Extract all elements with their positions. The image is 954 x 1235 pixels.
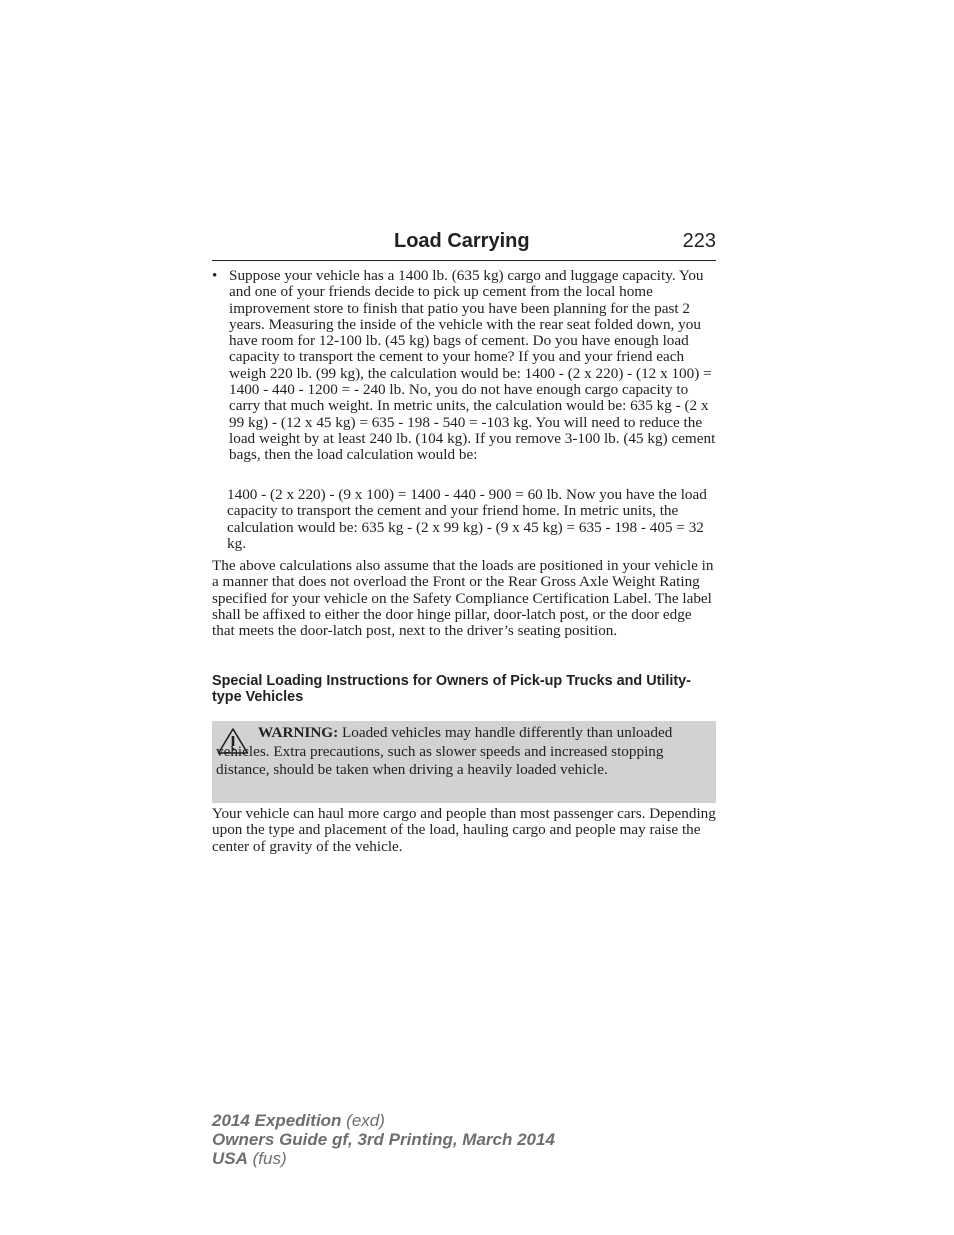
hauling-paragraph: Your vehicle can haul more cargo and people than most passenger cars. Depending upon the type and placement of the load, hauling cargo and people may raise the center of gravity of the vehicle. [212, 805, 716, 855]
page-header [212, 230, 716, 261]
section-title: Load Carrying [394, 230, 530, 252]
footer-line-3 [212, 1149, 555, 1168]
footer-model: 2014 Expedition [212, 1111, 342, 1130]
warning-box [212, 721, 716, 803]
section-subheading: Special Loading Instructions for Owners of Pick-up Trucks and Utility-type Vehicles [212, 673, 691, 705]
page-number: 223 [682, 230, 716, 252]
warning-label: WARNING: [258, 724, 339, 741]
bullet-text: Suppose your vehicle has a 1400 lb. (635 kg) cargo and luggage capacity. You and one of your friends decide to pick up cement from the local home improvement store to finish that patio you have been planning for the past 2 years. Measuring the inside of the vehicle with the rear seat folded down, you have room for 12-100 lb. (45 kg) bags of cement. Do you have enough load capacity to transport the cement to your home? If you and your friend each weigh 220 lb. (99 kg), the calculation would be: 1400 - (2 x 220) - (12 x 100) = 1400 - 440 - 1200 = - 240 lb. No, you do not have enough cargo capacity to carry that much weight. In metric units, the calculation would be: 635 kg - (2 x 99 kg) - (12 x 45 kg) = 635 - 198 - 540 = -103 kg. You will need to reduce the load weight by at least 240 lb. (104 kg). If you remove 3-100 lb. (45 kg) cement bags, then the load calculation would be: [229, 267, 716, 464]
page-footer [212, 1111, 555, 1168]
footer-market-code: (fus) [252, 1149, 287, 1168]
footer-model-code: (exd) [346, 1111, 385, 1130]
bullet-continuation: 1400 - (2 x 220) - (9 x 100) = 1400 - 440 - 900 = 60 lb. Now you have the load capacity to transport the cement and your friend home. In metric units, the calculation would be: 635 kg - (2 x 99 kg) - (9 x 45 kg) = 635 - 198 - 405 = 32 kg. [227, 486, 707, 552]
footer-line-2: Owners Guide gf, 3rd Printing, March 2014 [212, 1130, 555, 1149]
example-bullet [212, 268, 716, 464]
warning-text [216, 724, 708, 780]
bullet-icon: • [212, 267, 218, 284]
calculation-note-paragraph: The above calculations also assume that the loads are positioned in your vehicle in a manner that does not overload the Front or the Rear Gross Axle Weight Rating specified for your vehicle on the Safety Compliance Certification Label. The label shall be affixed to either the door hinge pillar, door-latch post, or the door edge that meets the door-latch post, next to the driver’s seating position. [212, 557, 714, 640]
footer-market: USA [212, 1149, 248, 1168]
warning-body: Loaded vehicles may handle differently than unloaded vehicles. Extra precautions, such as slower speeds and increased stopping distance, should be taken when driving a heavily loaded vehicle. [216, 724, 673, 778]
footer-line-1 [212, 1111, 555, 1130]
